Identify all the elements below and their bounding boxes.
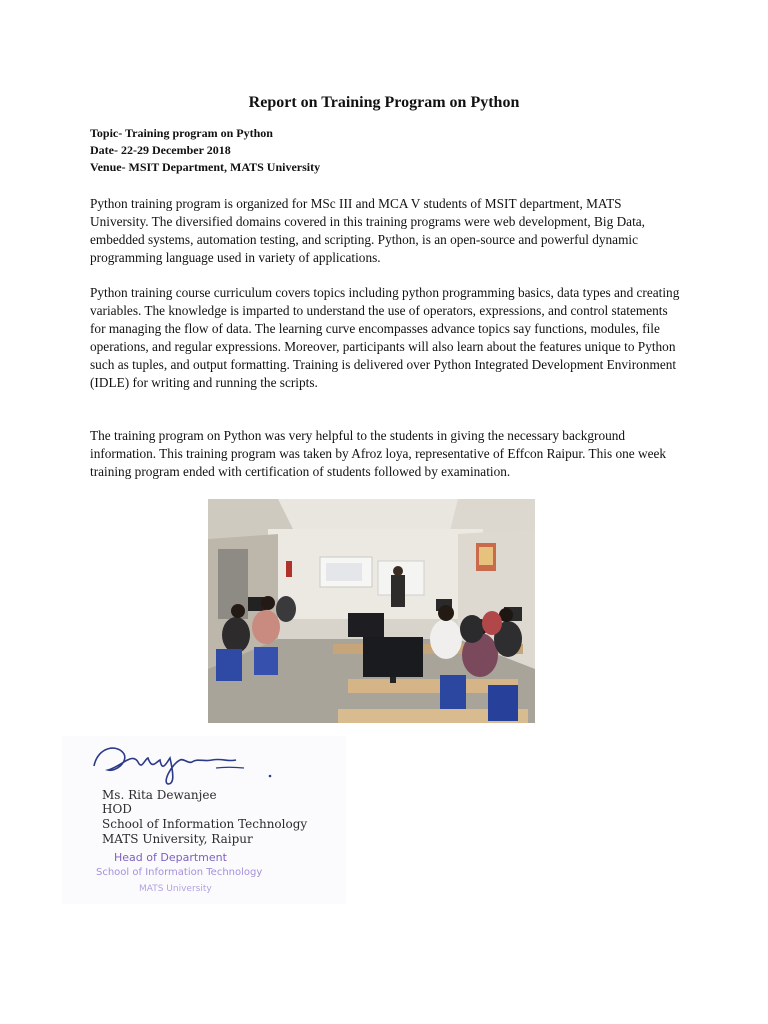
paragraph-conclusion: The training program on Python was very helpful to the students in giving the necessary background information. This training program was taken by Afroz loya, representative of Effcon Raipur. This one week training program ended with certification of students followed by examination. — [90, 428, 667, 479]
department-stamp-line1: Head of Department — [114, 851, 227, 864]
classroom-photo — [208, 499, 535, 723]
date-line: Date- 22-29 December 2018 — [90, 143, 231, 157]
signatory-school: School of Information Technology — [102, 817, 308, 831]
signature-scribble — [88, 740, 288, 788]
department-stamp-line3: MATS University — [139, 884, 212, 894]
signatory-name: Ms. Rita Dewanjee — [102, 788, 217, 802]
signature-block — [62, 736, 346, 904]
report-meta — [90, 125, 320, 176]
paragraph-intro: Python training program is organized for MSc III and MCA V students of MSIT department, MATS University. The diversified domains covered in this training programs were web development, Big Data, embedded systems, automation testing, and scripting. Python, is an open-source and powerful dynamic programming language used in variety of applications. — [90, 196, 646, 265]
signatory-university: MATS University, Raipur — [102, 832, 253, 846]
report-title: Report on Training Program on Python — [248, 94, 520, 111]
venue-line: Venue- MSIT Department, MATS University — [90, 160, 321, 174]
paragraph-curriculum: Python training course curriculum covers topics including python programming basics, data types and creating variables. The knowledge is imparted to understand the use of operators, expressions, and control statements for managing the flow of data. The learning curve encompasses advance topics say functions, modules, file operations, and regular expressions. Moreover, participants will also learn about the features unique to Python such as tuples, and output formatting. Training is delivered over Python Integrated Development Environment (IDLE) for writing and running the scripts. — [90, 285, 680, 390]
signatory-role: HOD — [102, 802, 132, 816]
department-stamp-line2: School of Information Technology — [96, 867, 263, 878]
topic-line: Topic- Training program on Python — [90, 126, 273, 140]
